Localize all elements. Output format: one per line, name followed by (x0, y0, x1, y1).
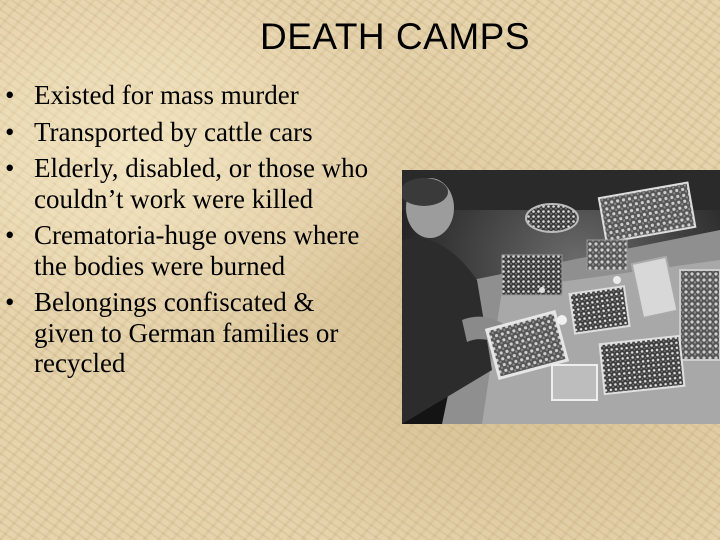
bullet-item (0, 117, 380, 148)
bullet-item (0, 287, 380, 379)
bullet-dot: • (5, 220, 15, 250)
bullet-dot: • (5, 153, 15, 183)
bullet-dot: • (5, 287, 15, 317)
bullet-item (0, 220, 380, 281)
bullet-item (0, 153, 380, 214)
bullet-text: Belongings confiscated & given to German families or recycled (34, 287, 339, 378)
bullet-dot: • (5, 80, 15, 110)
bullet-text: Crematoria-huge ovens where the bodies were burned (34, 220, 360, 281)
bullet-list (0, 80, 380, 385)
slide-title: DEATH CAMPS (259, 16, 530, 57)
historical-photo (402, 170, 720, 424)
bullet-text: Transported by cattle cars (34, 116, 313, 147)
bullet-text: Existed for mass murder (34, 80, 299, 110)
bullet-item (0, 80, 380, 111)
bullet-text: Elderly, disabled, or those who couldn’t work were killed (34, 153, 369, 214)
bullet-dot: • (5, 116, 15, 147)
